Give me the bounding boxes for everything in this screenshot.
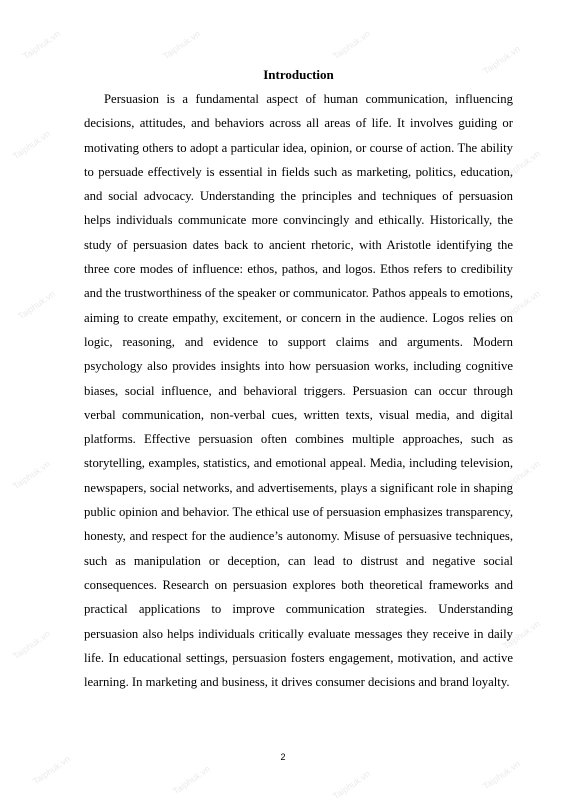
watermark: Taiphuk.vn — [481, 43, 523, 77]
watermark: Taiphuk.vn — [11, 628, 53, 662]
section-heading: Introduction — [263, 67, 334, 82]
body-paragraph: Persuasion is a fundamental aspect of human communication, influencing decisions, attitudes, and behaviors across all areas of life. It involves guiding or motivating others to adopt a particular idea, opinion, or course of action. The ability to persuade effectively is essential in fields such as marketing, politics, education, and social advocacy. Understanding the principles and techniques of persuasion helps individuals communicate more convincingly and ethically. Historically, the study of persuasion dates back to ancient rhetoric, with Aristotle identifying the three core modes of influence: ethos, pathos, and logos. Ethos refers to credibility and the trustworthiness of the speaker or communicator. Pathos appeals to emotions, aiming to create empathy, excitement, or concern in the audience. Logos relies on logic, reasoning, and evidence to support claims and arguments. Modern psychology also provides insights into how persuasion works, including cognitive biases, social influence, and behavioral triggers. Persuasion can occur through verbal communication, non-verbal cues, written texts, visual media, and digital platforms. Effective persuasion often combines multiple approaches, such as storytelling, examples, statistics, and emotional appeal. Media, including television, newspapers, social networks, and advertisements, plays a significant role in shaping public opinion and behavior. The ethical use of persuasion emphasizes transparency, honesty, and respect for the audience’s autonomy. Misuse of persuasive techniques, such as manipulation or deception, can lead to distrust and negative social consequences. Research on persuasion explores both theoretical frameworks and practical applications to improve communication strategies. Understanding persuasion also helps individuals critically evaluate messages they receive in daily life. In educational settings, persuasion fosters engagement, motivation, and active learning. In marketing and business, it drives consumer decisions and brand loyalty. — [84, 92, 513, 690]
watermark: Taiphuk.vn — [501, 148, 543, 182]
watermark: Taiphuk.vn — [31, 753, 73, 787]
watermark: Taiphuk.vn — [501, 618, 543, 652]
watermark: Taiphuk.vn — [501, 288, 543, 322]
watermark: Taiphuk.vn — [171, 763, 213, 797]
watermark: Taiphuk.vn — [16, 288, 58, 322]
document-page — [84, 66, 513, 694]
watermark: Taiphuk.vn — [161, 28, 203, 62]
watermark: Taiphuk.vn — [21, 28, 63, 62]
watermark: Taiphuk.vn — [481, 758, 523, 792]
watermark: Taiphuk.vn — [501, 458, 543, 492]
page-number: 2 — [280, 752, 286, 762]
watermark: Taiphuk.vn — [11, 128, 53, 162]
watermark: Taiphuk.vn — [11, 458, 53, 492]
watermark: Taiphuk.vn — [331, 28, 373, 62]
watermark: Taiphuk.vn — [331, 768, 373, 801]
